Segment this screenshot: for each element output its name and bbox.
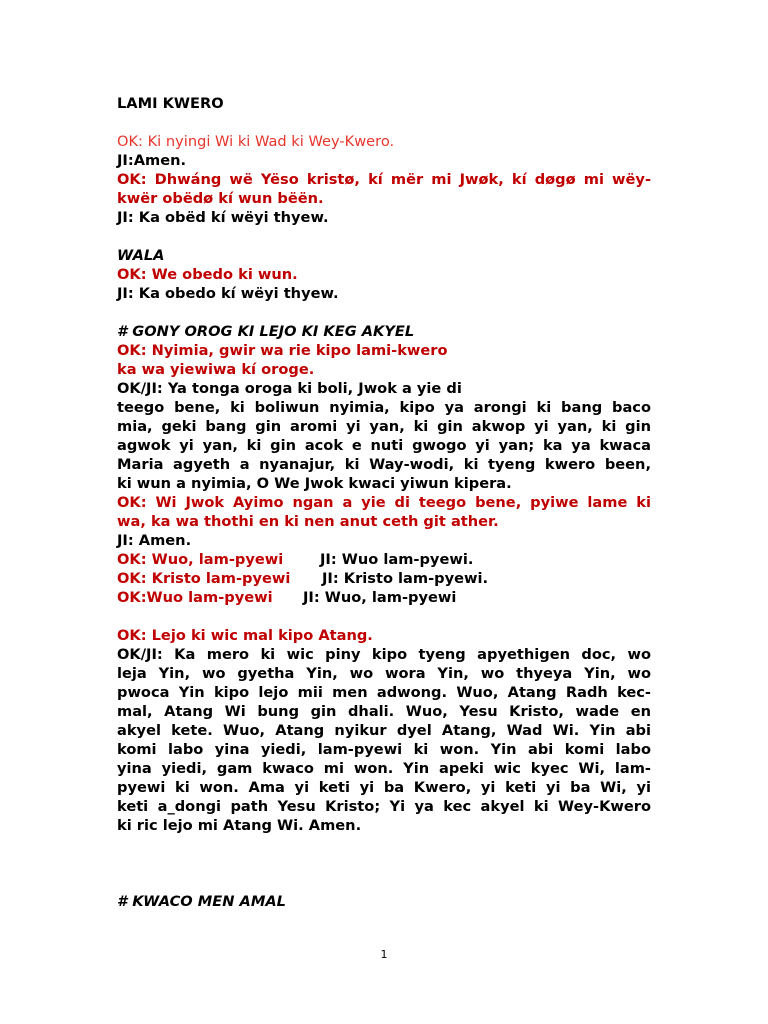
- paragraph-line: leja Yin, wo gyetha Yin, wo wora Yin, wo thyeya Yin, wo: [117, 665, 651, 682]
- ok-line: kwër obëdø kí wun bëën.: [117, 190, 324, 207]
- paragraph-line: Maria agyeth a nyanajur, ki Way-wodi, ki tyeng kwero been,: [117, 456, 651, 473]
- ok-line: OK: We obedo ki wun.: [117, 266, 298, 283]
- ji-line: JI: Ka obëd kí wëyi thyew.: [117, 209, 329, 226]
- paragraph-line: komi labo yina yiedi, lam-pyewi ki won. Yin abi komi labo: [117, 741, 651, 758]
- ji-line: JI:Amen.: [117, 152, 187, 169]
- paragraph-line: agwok yi yan, ki gin acok e nuti gwogo yi yan; ka ya kwaca: [117, 437, 651, 454]
- paragraph-line: OK/JI: Ya tonga oroga ki boli, Jwok a yie di: [117, 380, 462, 397]
- section-heading: WALA: [117, 247, 165, 264]
- spacer: [117, 873, 651, 892]
- ji-line: JI: Ka obedo kí wëyi thyew.: [117, 285, 339, 302]
- response-row: [117, 569, 651, 588]
- ji-response: JI: Wuo, lam-pyewi: [303, 589, 457, 606]
- spacer: [117, 303, 651, 322]
- ok-response: OK: Kristo lam-pyewi: [117, 570, 291, 587]
- paragraph-line: mal, Atang Wi bung gin dhali. Wuo, Yesu Kristo, wade en: [117, 703, 651, 720]
- page-number: 1: [380, 948, 388, 961]
- paragraph-line: ki ric lejo mi Atang Wi. Amen.: [117, 817, 362, 834]
- response-row: [117, 550, 651, 569]
- paragraph-line: OK/JI: Ka mero ki wic piny kipo tyeng apyethigen doc, wo: [117, 646, 651, 663]
- ji-line: JI: Amen.: [117, 532, 192, 549]
- spacer: [117, 113, 651, 132]
- ji-response: JI: Wuo lam-pyewi.: [320, 551, 474, 568]
- paragraph-line: pyewi ki won. Ama yi keti yi ba Kwero, yi keti yi ba Wi, yi: [117, 779, 651, 796]
- spacer: [117, 227, 651, 246]
- ok-line: ka wa yiewiwa kí oroge.: [117, 361, 315, 378]
- ok-line: OK: Wi Jwok Ayimo ngan a yie di teego bene, pyiwe lame ki: [117, 494, 651, 511]
- spacer: [117, 607, 651, 626]
- ok-line: OK: Lejo ki wic mal kipo Atang.: [117, 627, 373, 644]
- paragraph-line: teego bene, ki boliwun nyimia, kipo ya arongi ki bang baco: [117, 399, 651, 416]
- paragraph-line: yina yiedi, gam kwaco mi won. Yin apeki wic kyec Wi, lam-: [117, 760, 651, 777]
- spacer: [117, 854, 651, 873]
- ok-line: wa, ka wa thothi en ki nen anut ceth git ather.: [117, 513, 499, 530]
- ok-line: OK: Dhwáng wë Yëso kristø, kí mër mi Jwøk, kí døgø mi wëy-: [117, 171, 651, 188]
- spacer: [117, 835, 651, 854]
- ok-line: OK: Ki nyingi Wi ki Wad ki Wey-Kwero.: [117, 133, 395, 150]
- paragraph-line: pwoca Yin kipo lejo mii men adwong. Wuo, Atang Radh kec-: [117, 684, 651, 701]
- ok-line: OK: Nyimia, gwir wa rie kipo lami-kwero: [117, 342, 448, 359]
- page-title: LAMI KWERO: [117, 95, 224, 112]
- paragraph-line: akyel kete. Wuo, Atang nyikur dyel Atang, Wad Wi. Yin abi: [117, 722, 651, 739]
- ok-response: OK: Wuo, lam-pyewi: [117, 551, 284, 568]
- paragraph-line: mia, geki bang gin aromi yi yan, ki gin akwop yi yan, ki gin: [117, 418, 651, 435]
- response-row: [117, 588, 651, 607]
- ok-response: OK:Wuo lam-pyewi: [117, 589, 273, 606]
- paragraph-line: keti a_dongi path Yesu Kristo; Yi ya kec akyel ki Wey-Kwero: [117, 798, 651, 815]
- section-heading: # GONY OROG KI LEJO KI KEG AKYEL: [117, 323, 415, 340]
- section-heading: # KWACO MEN AMAL: [117, 893, 286, 910]
- paragraph-line: ki wun a nyimia, O We Jwok kwaci yiwun kipera.: [117, 475, 512, 492]
- document-body: [117, 94, 651, 911]
- ji-response: JI: Kristo lam-pyewi.: [322, 570, 489, 587]
